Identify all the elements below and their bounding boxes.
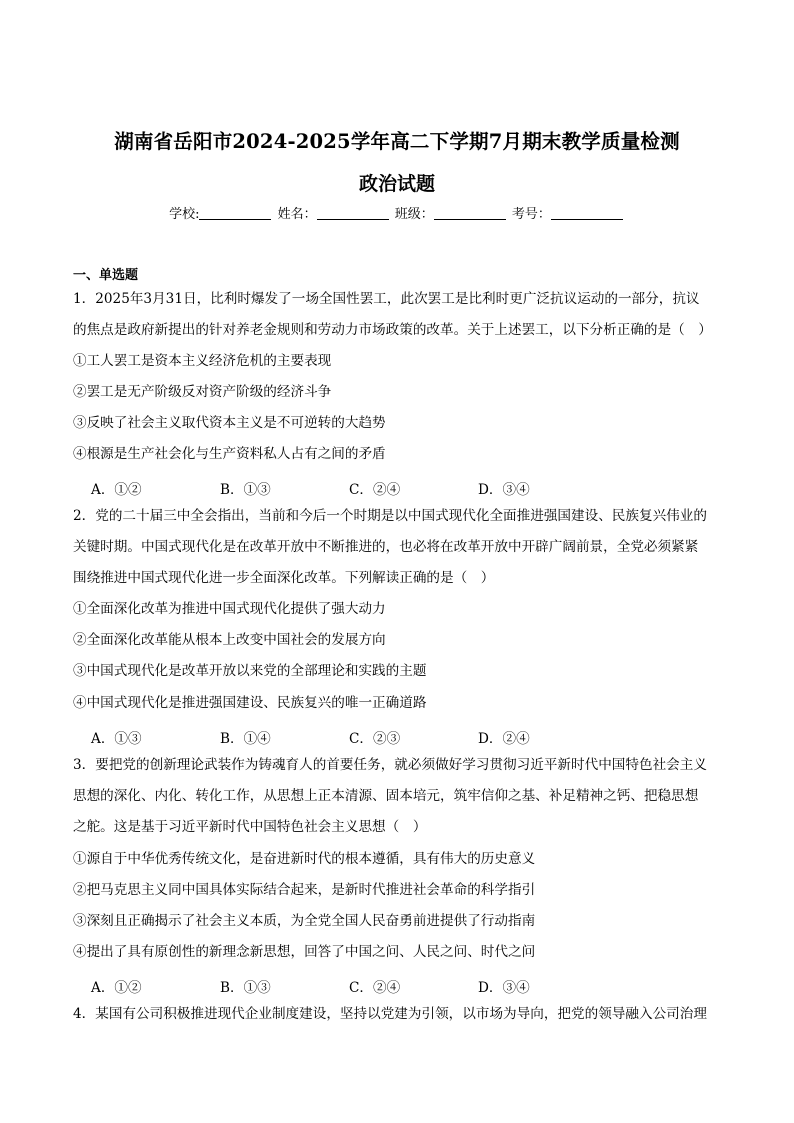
question-3-line-2: 思想的深化、内化、转化工作，从思想上正本清源、固本培元，筑牢信仰之基、补足精神之钙、把稳思想 — [73, 788, 699, 804]
question-1-item-3: ③反映了社会主义取代资本主义是不可逆转的大趋势 — [73, 415, 386, 431]
question-3-options — [91, 976, 530, 996]
class-label: 班级： — [394, 207, 434, 222]
option-c[interactable]: C．②③ — [349, 731, 401, 747]
option-c[interactable]: C．②④ — [349, 482, 401, 498]
question-3-item-1: ①源自于中华优秀传统文化，是奋进新时代的根本遵循，具有伟大的历史意义 — [73, 851, 536, 867]
page-title: 湖南省岳阳市2024-2025学年高二下学期7月期末教学质量检测 — [114, 130, 680, 153]
option-a[interactable]: A．①② — [91, 980, 142, 996]
option-b[interactable]: B．①③ — [220, 482, 271, 498]
school-label: 学校: — [169, 207, 200, 222]
number-blank — [551, 207, 623, 220]
question-1-item-2: ②罢工是无产阶级反对资产阶级的经济斗争 — [73, 384, 332, 400]
option-d[interactable]: D．②④ — [478, 731, 530, 747]
question-2-item-4: ④中国式现代化是推进强国建设、民族复兴的唯一正确道路 — [73, 695, 427, 711]
question-2-item-2: ②全面深化改革能从根本上改变中国社会的发展方向 — [73, 632, 386, 648]
class-blank — [434, 207, 506, 220]
student-info-row — [0, 203, 794, 222]
question-3-line-3: 之舵。这是基于习近平新时代中国特色社会主义思想（ ） — [73, 819, 427, 835]
question-2-line-1: 2．党的二十届三中全会指出，当前和今后一个时期是以中国式现代化全面推进强国建设、民族复兴伟业的 — [73, 508, 707, 524]
option-b[interactable]: B．①③ — [220, 980, 271, 996]
option-c[interactable]: C．②④ — [349, 980, 401, 996]
question-3-line-1: 3．要把党的创新理论武装作为铸魂育人的首要任务，就必须做好学习贯彻习近平新时代中国特色社会主义 — [73, 757, 707, 773]
question-2-line-3: 围绕推进中国式现代化进一步全面深化改革。下列解读正确的是（ ） — [73, 570, 495, 586]
question-3-item-3: ③深刻且正确揭示了社会主义本质，为全党全国人民奋勇前进提供了行动指南 — [73, 913, 536, 929]
question-2-item-1: ①全面深化改革为推进中国式现代化提供了强大动力 — [73, 601, 386, 617]
question-2-options — [91, 727, 530, 747]
question-3-item-4: ④提出了具有原创性的新理念新思想，回答了中国之问、人民之问、时代之问 — [73, 944, 536, 960]
option-d[interactable]: D．③④ — [478, 980, 530, 996]
question-1-item-4: ④根源是生产社会化与生产资料私人占有之间的矛盾 — [73, 446, 386, 462]
question-4-line-1: 4．某国有公司积极推进现代企业制度建设，坚持以党建为引领，以市场为导向，把党的领导融入公司治理 — [73, 1006, 707, 1022]
question-2-line-2: 关键时期。中国式现代化是在改革开放中不断推进的，也必将在改革开放中开辟广阔前景，全党必须紧紧 — [73, 539, 699, 555]
option-a[interactable]: A．①② — [91, 482, 142, 498]
question-1-item-1: ①工人罢工是资本主义经济危机的主要表现 — [73, 353, 332, 369]
option-b[interactable]: B．①④ — [220, 731, 271, 747]
name-label: 姓名： — [277, 207, 317, 222]
section-title: 一、单选题 — [73, 268, 139, 283]
name-blank — [317, 207, 389, 220]
question-1-options — [91, 478, 530, 498]
option-d[interactable]: D．③④ — [478, 482, 530, 498]
number-label: 考号： — [511, 207, 551, 222]
question-1-line-2: 的焦点是政府新提出的针对养老金规则和劳动力市场政策的改革。关于上述罢工，以下分析正确的是（ ） — [73, 322, 712, 338]
page-subtitle: 政治试题 — [358, 173, 435, 195]
question-2-item-3: ③中国式现代化是改革开放以来党的全部理论和实践的主题 — [73, 663, 427, 679]
school-blank — [199, 207, 271, 220]
option-a[interactable]: A．①③ — [91, 731, 142, 747]
question-3-item-2: ②把马克思主义同中国具体实际结合起来，是新时代推进社会革命的科学指引 — [73, 882, 536, 898]
question-1-line-1: 1．2025年3月31日，比利时爆发了一场全国性罢工，此次罢工是比利时更广泛抗议运动的一部分，抗议 — [73, 291, 700, 307]
